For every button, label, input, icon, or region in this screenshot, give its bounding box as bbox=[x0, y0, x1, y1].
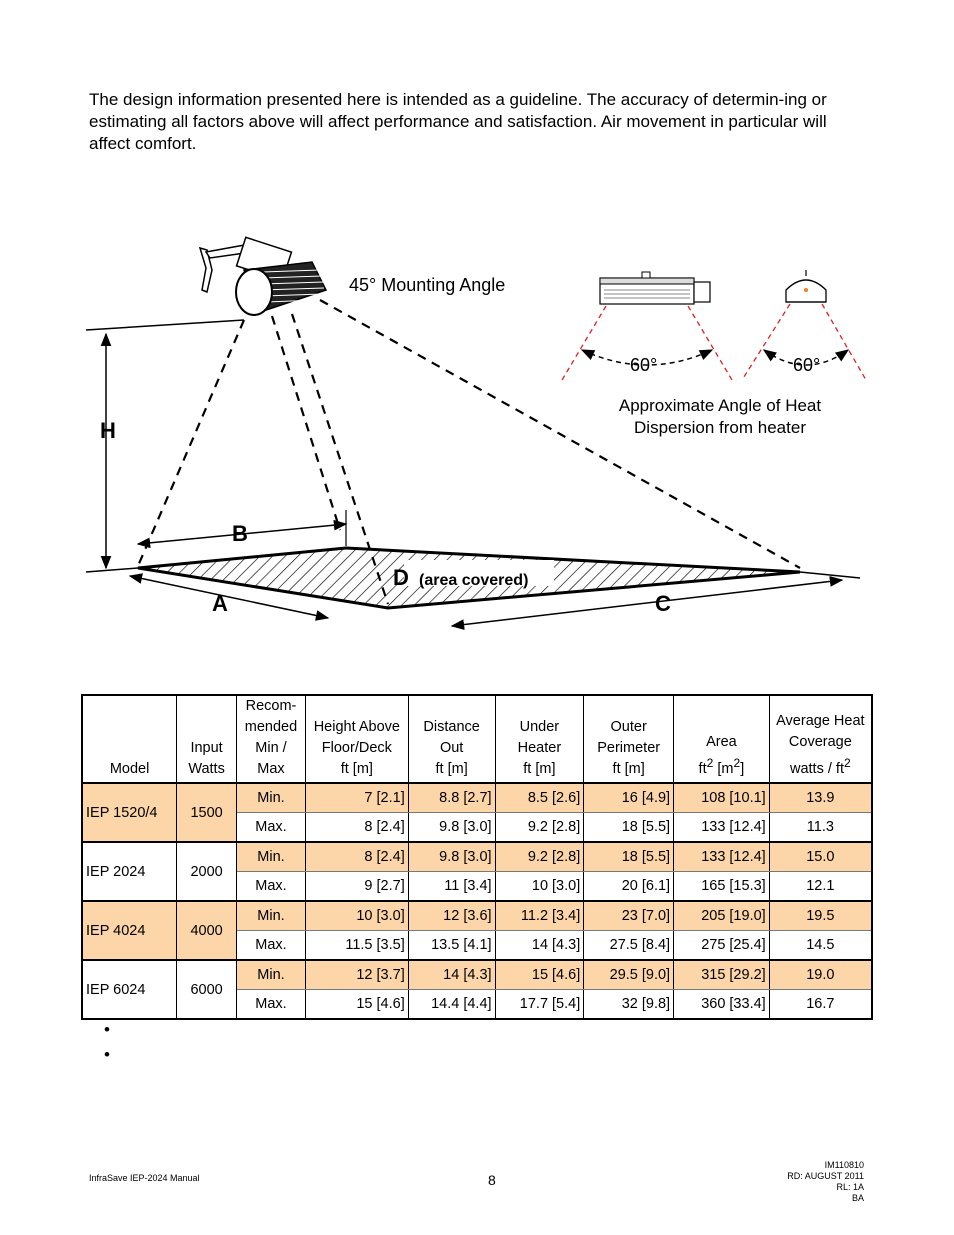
header-outer: Outer Perimeter ft [m] bbox=[584, 695, 674, 783]
height-cell: 8 [2.4] bbox=[305, 842, 408, 872]
distance-cell: 9.8 [3.0] bbox=[408, 842, 495, 872]
outer-cell: 27.5 [8.4] bbox=[584, 931, 674, 961]
bullet-list bbox=[104, 1020, 110, 1070]
under-cell: 15 [4.6] bbox=[495, 960, 584, 990]
height-cell: 10 [3.0] bbox=[305, 901, 408, 931]
model-group bbox=[82, 960, 872, 1019]
header-under: Under Heater ft [m] bbox=[495, 695, 584, 783]
range-cell: Min. bbox=[237, 842, 306, 872]
avg-cell: 15.0 bbox=[769, 842, 872, 872]
area-cell: 360 [33.4] bbox=[674, 990, 770, 1020]
height-cell: 11.5 [3.5] bbox=[305, 931, 408, 961]
height-cell: 8 [2.4] bbox=[305, 813, 408, 843]
height-cell: 12 [3.7] bbox=[305, 960, 408, 990]
outer-cell: 18 [5.5] bbox=[584, 842, 674, 872]
height-cell: 15 [4.6] bbox=[305, 990, 408, 1020]
intro-paragraph: The design information presented here is intended as a guideline. The accuracy of determin-ing or estimating all factors above will affect performance and satisfaction. Air movement in particular will affect comfort. bbox=[89, 90, 827, 153]
model-group bbox=[82, 901, 872, 960]
label-c: C bbox=[655, 591, 671, 616]
distance-cell: 12 [3.6] bbox=[408, 901, 495, 931]
range-cell: Max. bbox=[237, 931, 306, 961]
outer-cell: 32 [9.8] bbox=[584, 990, 674, 1020]
label-a: A bbox=[212, 591, 228, 616]
page-number: 8 bbox=[488, 1172, 496, 1188]
under-cell: 17.7 [5.4] bbox=[495, 990, 584, 1020]
angle-right-label: 60° bbox=[793, 355, 821, 375]
model-group bbox=[82, 842, 872, 901]
heater-icon bbox=[200, 237, 326, 315]
height-cell: 9 [2.7] bbox=[305, 872, 408, 902]
bullet-item: • bbox=[104, 1045, 110, 1064]
avg-cell: 14.5 bbox=[769, 931, 872, 961]
label-h: H bbox=[100, 418, 116, 443]
area-cell: 205 [19.0] bbox=[674, 901, 770, 931]
outer-cell: 18 [5.5] bbox=[584, 813, 674, 843]
under-cell: 8.5 [2.6] bbox=[495, 783, 584, 813]
range-cell: Max. bbox=[237, 872, 306, 902]
area-cell: 108 [10.1] bbox=[674, 783, 770, 813]
dispersion-caption-line2: Dispersion from heater bbox=[634, 418, 806, 437]
model-cell: IEP 4024 bbox=[82, 901, 177, 960]
header-model: Model bbox=[82, 695, 177, 783]
distance-cell: 11 [3.4] bbox=[408, 872, 495, 902]
watts-cell: 1500 bbox=[177, 783, 237, 842]
table-row bbox=[82, 901, 872, 931]
range-cell: Min. bbox=[237, 783, 306, 813]
header-average: Average Heat Coverage watts / $ft^2$ bbox=[769, 695, 872, 783]
label-d: D bbox=[393, 565, 409, 590]
watts-cell: 2000 bbox=[177, 842, 237, 901]
range-cell: Max. bbox=[237, 813, 306, 843]
distance-cell: 14.4 [4.4] bbox=[408, 990, 495, 1020]
outer-cell: 23 [7.0] bbox=[584, 901, 674, 931]
under-cell: 14 [4.3] bbox=[495, 931, 584, 961]
header-area: Area $ft^2$ $[m^2]$ bbox=[674, 695, 770, 783]
table-row bbox=[82, 842, 872, 872]
header-recommended: Recom- mended Min / Max bbox=[237, 695, 306, 783]
table-row bbox=[82, 783, 872, 813]
area-cell: 315 [29.2] bbox=[674, 960, 770, 990]
mounting-angle-label: 45° Mounting Angle bbox=[349, 275, 506, 295]
angle-left-label: 60° bbox=[630, 355, 658, 375]
avg-cell: 12.1 bbox=[769, 872, 872, 902]
footer-revision-info: IM110810 RD: AUGUST 2011 RL: 1A BA bbox=[787, 1160, 864, 1203]
heater-side-view-icon bbox=[600, 272, 710, 304]
heater-end-view-icon bbox=[786, 270, 826, 302]
header-height: Height Above Floor/Deck ft [m] bbox=[305, 695, 408, 783]
range-cell: Max. bbox=[237, 990, 306, 1020]
label-b: B bbox=[232, 521, 248, 546]
avg-cell: 16.7 bbox=[769, 990, 872, 1020]
outer-cell: 16 [4.9] bbox=[584, 783, 674, 813]
under-cell: 9.2 [2.8] bbox=[495, 842, 584, 872]
model-cell: IEP 2024 bbox=[82, 842, 177, 901]
dispersion-caption-line1: Approximate Angle of Heat bbox=[618, 396, 822, 415]
range-cell: Min. bbox=[237, 901, 306, 931]
model-group bbox=[82, 783, 872, 842]
height-cell: 7 [2.1] bbox=[305, 783, 408, 813]
avg-cell: 19.0 bbox=[769, 960, 872, 990]
label-d-note: (area covered) bbox=[419, 572, 529, 589]
heater-coverage-diagram bbox=[0, 230, 954, 640]
model-cell: IEP 1520/4 bbox=[82, 783, 177, 842]
watts-cell: 6000 bbox=[177, 960, 237, 1019]
table-header-row bbox=[82, 695, 872, 783]
under-cell: 9.2 [2.8] bbox=[495, 813, 584, 843]
area-cell: 133 [12.4] bbox=[674, 842, 770, 872]
area-cell: 165 [15.3] bbox=[674, 872, 770, 902]
outer-cell: 20 [6.1] bbox=[584, 872, 674, 902]
avg-cell: 19.5 bbox=[769, 901, 872, 931]
header-distance: Distance Out ft [m] bbox=[408, 695, 495, 783]
heater-spec-table bbox=[81, 694, 873, 1020]
model-cell: IEP 6024 bbox=[82, 960, 177, 1019]
bullet-item: • bbox=[104, 1020, 110, 1039]
distance-cell: 9.8 [3.0] bbox=[408, 813, 495, 843]
distance-cell: 14 [4.3] bbox=[408, 960, 495, 990]
distance-cell: 13.5 [4.1] bbox=[408, 931, 495, 961]
distance-cell: 8.8 [2.7] bbox=[408, 783, 495, 813]
watts-cell: 4000 bbox=[177, 901, 237, 960]
area-cell: 133 [12.4] bbox=[674, 813, 770, 843]
area-cell: 275 [25.4] bbox=[674, 931, 770, 961]
avg-cell: 13.9 bbox=[769, 783, 872, 813]
under-cell: 11.2 [3.4] bbox=[495, 901, 584, 931]
table-row bbox=[82, 960, 872, 990]
avg-cell: 11.3 bbox=[769, 813, 872, 843]
range-cell: Min. bbox=[237, 960, 306, 990]
outer-cell: 29.5 [9.0] bbox=[584, 960, 674, 990]
header-input-watts: Input Watts bbox=[177, 695, 237, 783]
footer-manual-title: InfraSave IEP-2024 Manual bbox=[89, 1173, 200, 1183]
under-cell: 10 [3.0] bbox=[495, 872, 584, 902]
